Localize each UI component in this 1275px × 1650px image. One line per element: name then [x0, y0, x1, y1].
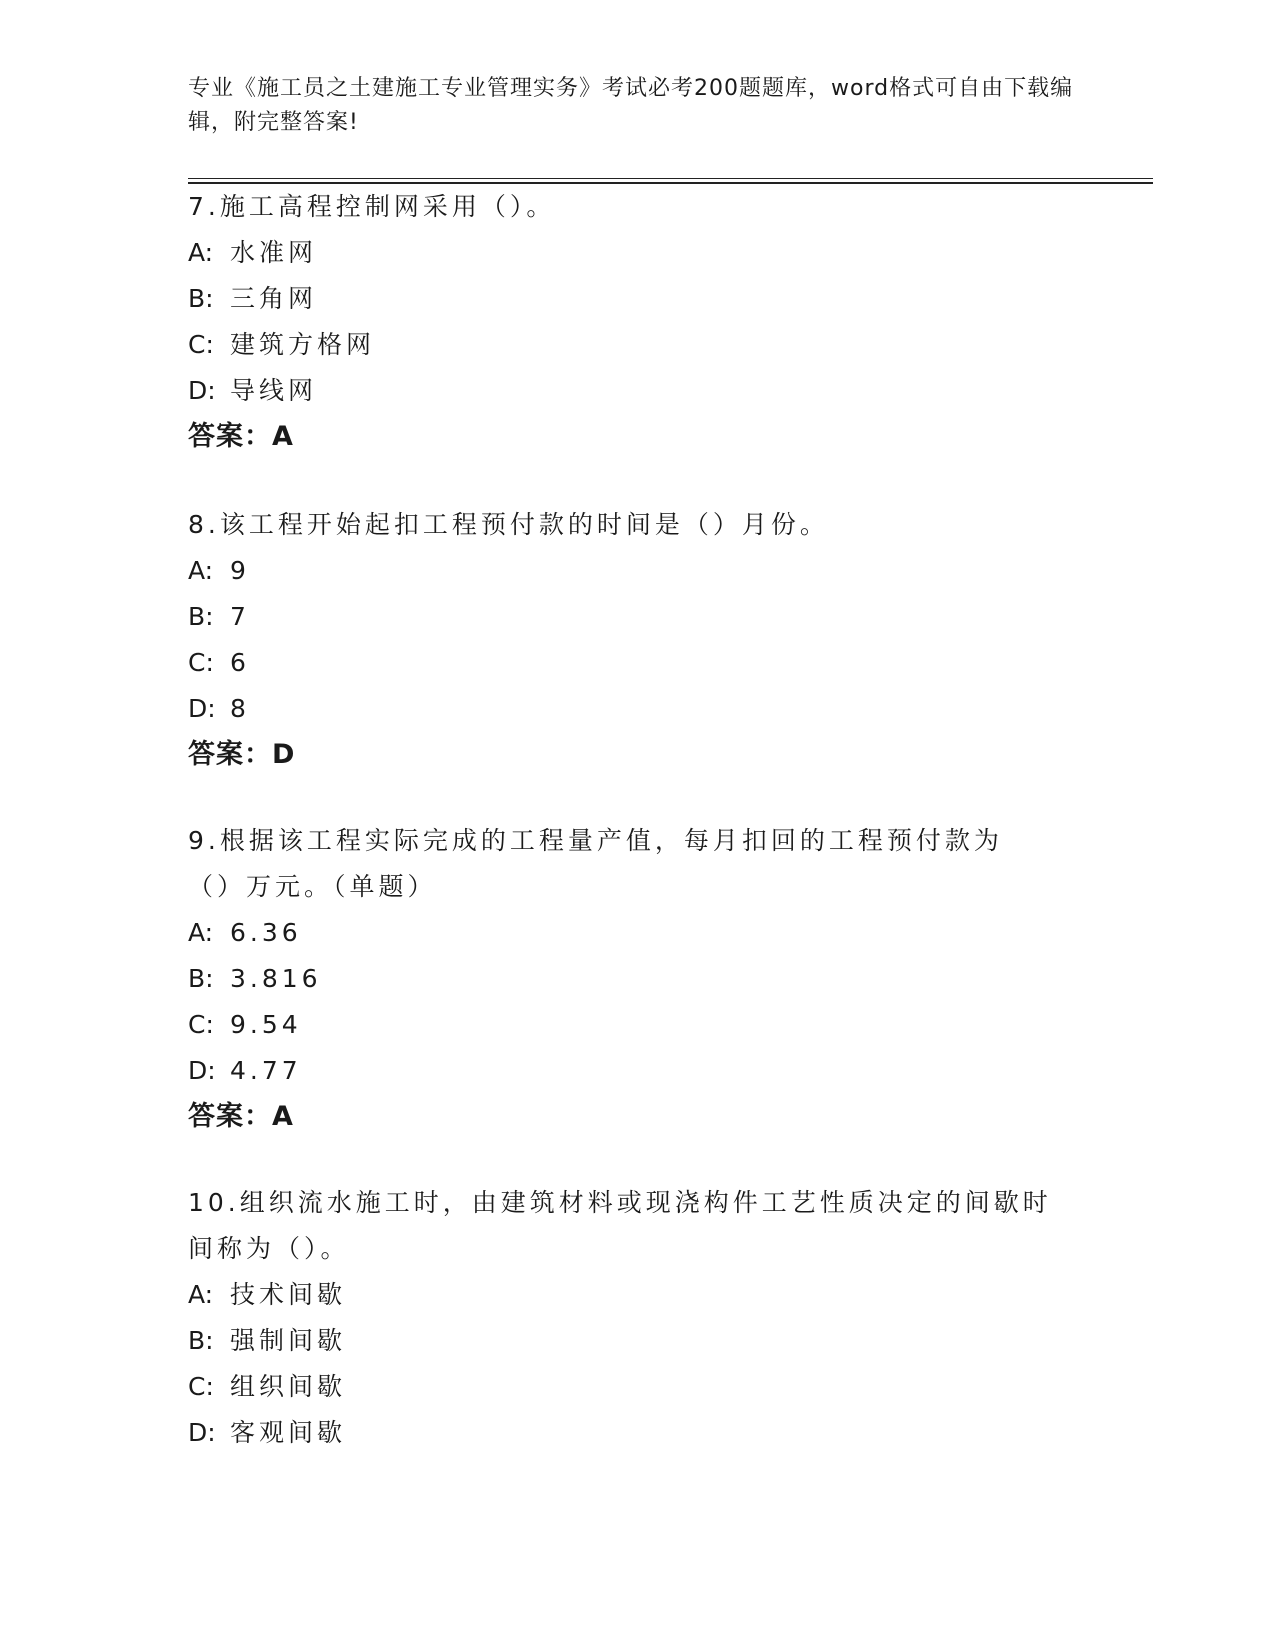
option-a [188, 910, 1088, 956]
option-letter: D: [188, 1056, 216, 1085]
option-text: 技术间歇 [230, 1280, 347, 1309]
option-letter: C: [188, 648, 214, 677]
option-text: 9.54 [230, 1010, 302, 1039]
option-text: 6 [230, 648, 250, 677]
option-text: 强制间歇 [230, 1326, 347, 1355]
option-letter: C: [188, 330, 214, 359]
question-7 [188, 184, 1088, 460]
option-b [188, 1318, 1088, 1364]
option-text: 6.36 [230, 918, 302, 947]
option-d [188, 368, 1088, 414]
option-b [188, 956, 1088, 1002]
question-stem: 10.组织流水施工时，由建筑材料或现浇构件工艺性质决定的间歇时间称为（）。 [188, 1188, 1052, 1263]
answer-label: 答案：D [188, 739, 296, 770]
option-text: 客观间歇 [230, 1418, 347, 1447]
option-letter: B: [188, 1326, 214, 1355]
header-divider-top [188, 178, 1153, 179]
option-c [188, 640, 1088, 686]
question-8 [188, 502, 1088, 778]
option-letter: C: [188, 1372, 214, 1401]
option-letter: A: [188, 918, 214, 947]
option-letter: D: [188, 1418, 216, 1447]
option-text: 9 [230, 556, 250, 585]
option-c [188, 1002, 1088, 1048]
option-letter: B: [188, 964, 214, 993]
option-d [188, 1410, 1088, 1456]
question-stem: 9.根据该工程实际完成的工程量产值，每月扣回的工程预付款为（）万元。（单题） [188, 826, 1003, 901]
answer-label: 答案：A [188, 1101, 294, 1132]
question-10 [188, 1180, 1088, 1456]
option-letter: A: [188, 556, 214, 585]
option-text: 7 [230, 602, 250, 631]
option-c [188, 1364, 1088, 1410]
option-c [188, 322, 1088, 368]
option-letter: D: [188, 376, 216, 405]
option-b [188, 594, 1088, 640]
option-text: 组织间歇 [230, 1372, 347, 1401]
option-text: 导线网 [230, 376, 318, 405]
option-letter: D: [188, 694, 216, 723]
option-letter: B: [188, 284, 214, 313]
option-text: 8 [230, 694, 250, 723]
option-d [188, 1048, 1088, 1094]
question-stem: 8.该工程开始起扣工程预付款的时间是（）月份。 [188, 510, 829, 539]
option-letter: A: [188, 238, 214, 267]
answer-label: 答案：A [188, 421, 294, 452]
option-a [188, 548, 1088, 594]
option-a [188, 1272, 1088, 1318]
option-text: 建筑方格网 [230, 330, 376, 359]
question-9 [188, 818, 1088, 1140]
option-letter: B: [188, 602, 214, 631]
document-header: 专业《施工员之土建施工专业管理实务》考试必考200题题库，word格式可自由下载编辑，附完整答案! [188, 76, 1074, 135]
option-text: 三角网 [230, 284, 318, 313]
question-stem: 7.施工高程控制网采用（）。 [188, 192, 556, 221]
option-text: 水准网 [230, 238, 318, 267]
option-d [188, 686, 1088, 732]
option-text: 3.816 [230, 964, 322, 993]
option-letter: A: [188, 1280, 214, 1309]
option-a [188, 230, 1088, 276]
option-b [188, 276, 1088, 322]
option-letter: C: [188, 1010, 214, 1039]
option-text: 4.77 [230, 1056, 302, 1085]
